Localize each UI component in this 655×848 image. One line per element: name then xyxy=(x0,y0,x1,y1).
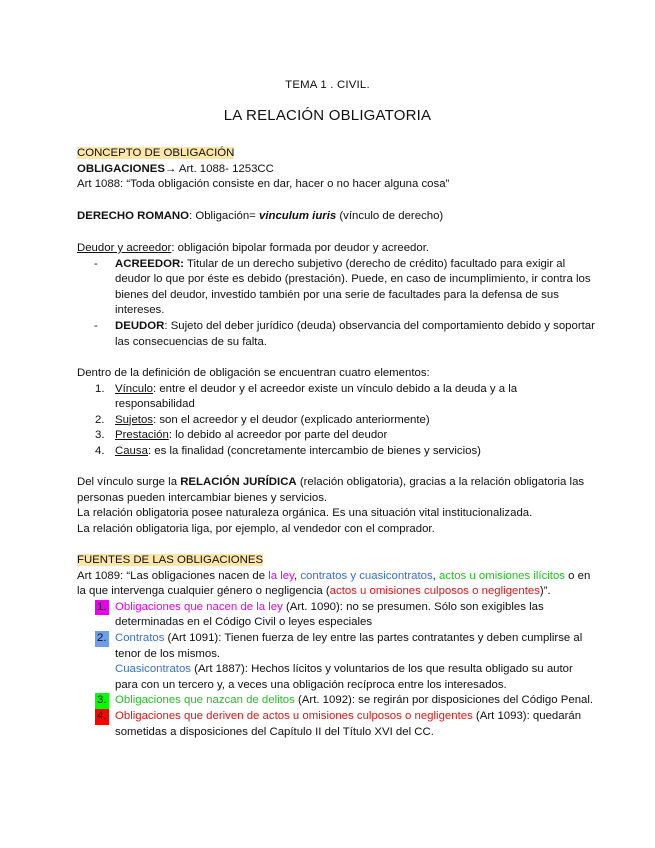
fuente-actos: 4. Obligaciones que deriven de actos u omisiones culposos o negligentes (Art 1093): quedarán sometidas a disposiciones del Capítulo II del Título XVI del CC. xyxy=(97,709,582,738)
marker-actos: 4. xyxy=(95,709,109,725)
list-item: 1. Vínculo: entre el deudor y el acreedor existe un vínculo debido a la deuda y a la responsabilidad xyxy=(95,382,518,411)
bullet-dash: - xyxy=(94,257,98,270)
section-concepto xyxy=(77,146,595,193)
bullet-deudor: - DEUDOR: Sujeto del deber jurídico (deuda) observancia del comportamiento debido y soportar las consecuencias de su falta. xyxy=(94,319,595,348)
section-heading-concepto: CONCEPTO DE OBLIGACIÓN xyxy=(77,147,235,159)
list-item: 2. Sujetos: son el acreedor y el deudor (explicado anteriormente) xyxy=(95,413,430,426)
list-item: 4. Causa: es la finalidad (concretamente intercambio de bienes y servicios) xyxy=(95,444,481,457)
art1089-para: Art 1089: “Las obligaciones nacen de la ley, contratos y cuasicontratos, actos u omisiones ilícitos o en la que intervenga cualquier género o negligencia (actos u omisiones culposos o negligentes)”. xyxy=(77,569,591,598)
fuente-cuasicontratos: Cuasicontratos (Art 1887): Hechos lícitos y voluntarios de los que resulta obligado su autor para con un tercero y, a veces una obligación recíproca entre los interesados. xyxy=(115,663,573,691)
relacion-juridica-para: Del vínculo surge la RELACIÓN JURÍDICA (relación obligatoria), gracias a la relación obligatoria las personas pueden intercambiar bienes y servicios. xyxy=(77,476,585,504)
relacion-juridica-block xyxy=(77,475,595,537)
section-fuentes xyxy=(77,553,595,740)
bullet-dash: - xyxy=(94,319,98,332)
marker-ley: 1. xyxy=(95,600,109,616)
marker-contratos: 2. xyxy=(95,631,109,647)
art1088-line: Art 1088: “Toda obligación consiste en dar, hacer o no hacer alguna cosa” xyxy=(77,178,450,191)
relacion-liga-line: La relación obligatoria liga, por ejemplo, al vendedor con el comprador. xyxy=(77,522,435,535)
marker-delitos: 3. xyxy=(95,693,109,709)
section-heading-fuentes: FUENTES DE LAS OBLIGACIONES xyxy=(77,554,264,566)
elementos-block xyxy=(77,366,595,460)
fuente-ley: 1. Obligaciones que nacen de la ley (Art. 1090): no se presumen. Sólo son exigibles las determinadas en el Código Civil o leyes especiales xyxy=(97,600,544,629)
fuente-contratos: 2. Contratos (Art 1091): Tienen fuerza de ley entre las partes contratantes y deben cumplirse al tenor de los mismos. xyxy=(97,631,583,660)
list-item: 3. Prestación: lo debido al acreedor por parte del deudor xyxy=(95,429,388,442)
derecho-romano-line: DERECHO ROMANO: Obligación= vinculum iuris (vínculo de derecho) xyxy=(77,210,444,222)
deudor-acreedor-intro: Deudor y acreedor: obligación bipolar formada por deudor y acreedor. xyxy=(77,242,430,254)
fuente-delitos: 3. Obligaciones que nazcan de delitos (Art. 1092): se regirán por disposiciones del Código Penal. xyxy=(77,693,595,709)
topic-header: TEMA 1 . CIVIL. xyxy=(285,79,370,91)
page-title: LA RELACIÓN OBLIGATORIA xyxy=(223,107,432,124)
bullet-acreedor: - ACREEDOR: Titular de un derecho subjetivo (derecho de crédito) facultado para exigir al deudor lo que por éste es debido (prestación). Puede, en caso de incumplimiento, ir contra los bienes del deudor, investido también por una serie de facultades para la defensa de sus intereses. xyxy=(94,257,591,317)
obligaciones-line: OBLIGACIONES→ Art. 1088- 1253CC xyxy=(77,162,274,175)
relacion-organica-line: La relación obligatoria posee naturaleza orgánica. Es una situación vital institucionalizada. xyxy=(77,507,533,520)
elementos-intro: Dentro de la definición de obligación se encuentran cuatro elementos: xyxy=(77,367,430,379)
deudor-acreedor-block xyxy=(77,241,595,350)
